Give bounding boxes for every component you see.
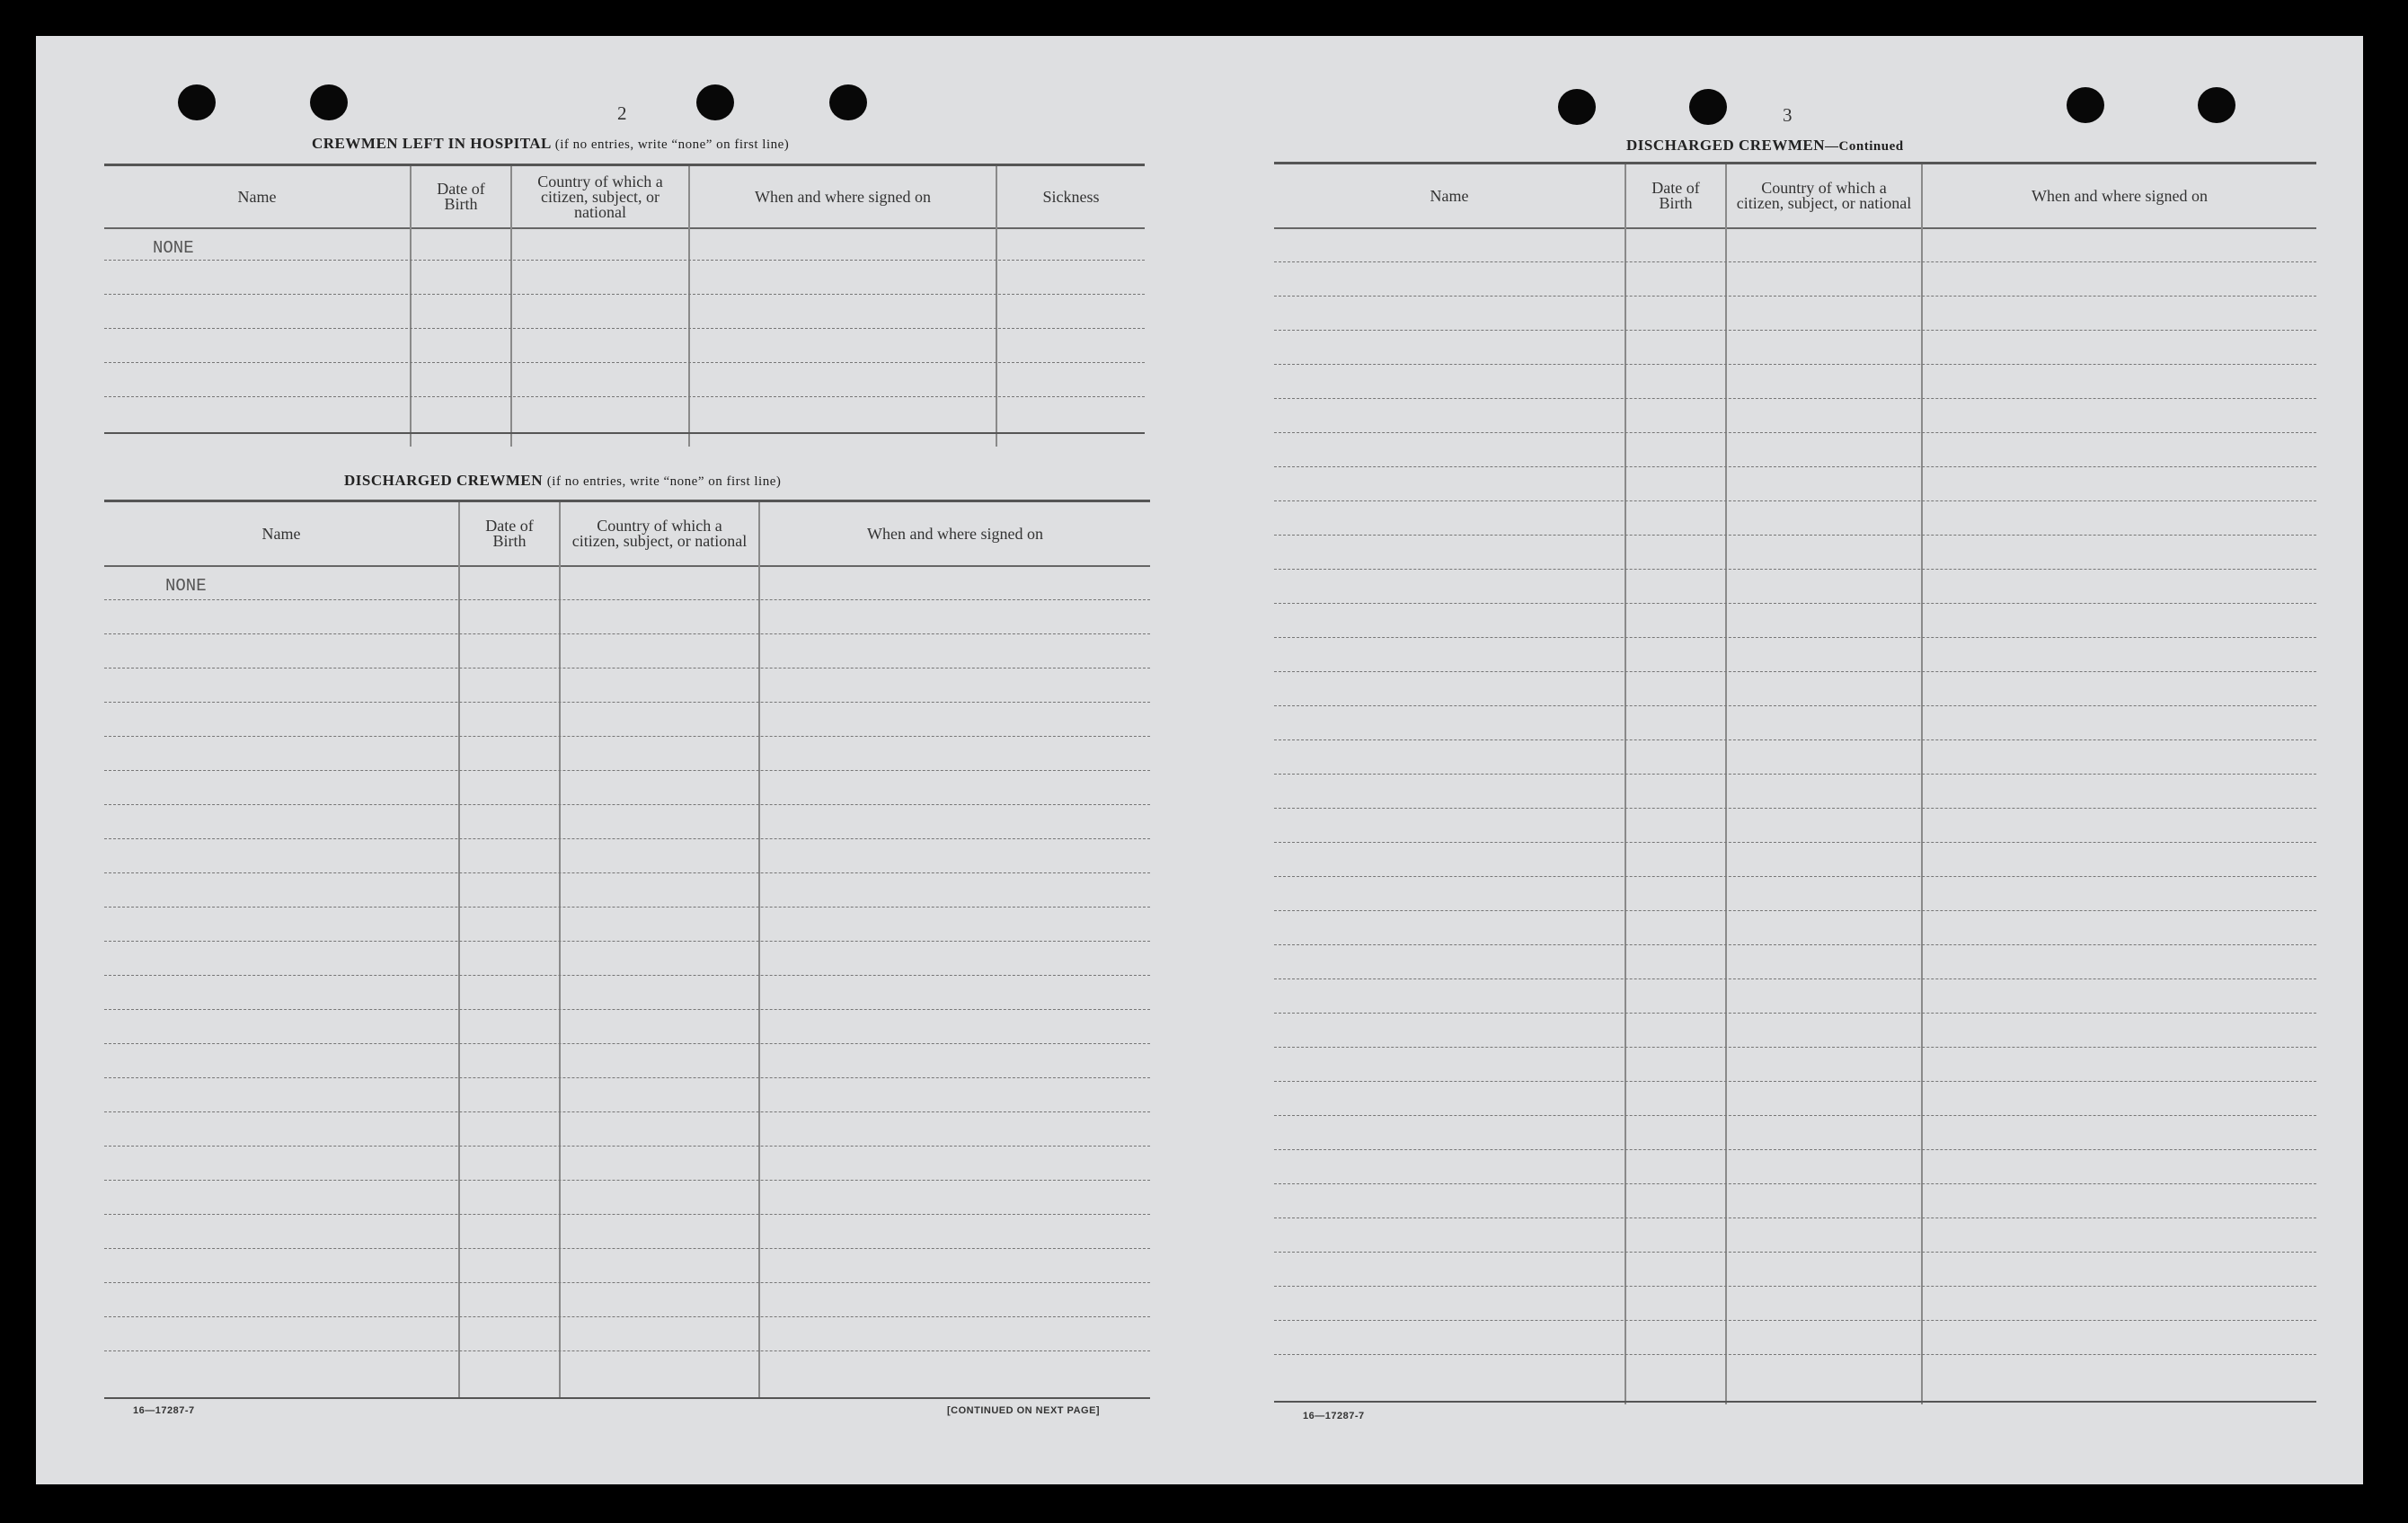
continued-note: [CONTINUED ON NEXT PAGE] — [947, 1405, 1101, 1416]
punch-hole — [1689, 89, 1727, 125]
hospital-table — [104, 164, 1145, 447]
punch-hole — [310, 84, 348, 120]
form-number: 16—17287-7 — [1303, 1411, 1365, 1421]
form-number: 16—17287-7 — [133, 1405, 195, 1416]
page-number: 3 — [1783, 104, 1793, 126]
column-header-date-of-birth: Date of Birth — [485, 517, 534, 550]
column-header-signed-on: When and where signed on — [755, 187, 931, 206]
punch-hole — [1558, 89, 1596, 125]
column-header-name: Name — [1430, 186, 1469, 205]
hospital-section-title: CREWMEN LEFT IN HOSPITAL (if no entries, write “none” on first line) — [312, 135, 790, 152]
discharged-continued-title: DISCHARGED CREWMEN—Continued — [1626, 137, 1904, 154]
column-header-country: Country of which a citizen, subject, or national — [1736, 179, 1912, 212]
punch-hole — [2067, 87, 2104, 123]
punch-hole — [178, 84, 216, 120]
discharged-continued-table — [1274, 162, 2316, 1404]
punch-hole — [696, 84, 734, 120]
page-number: 2 — [617, 102, 627, 124]
hospital-entry-none: NONE — [153, 238, 194, 258]
column-header-name: Name — [261, 524, 301, 543]
column-header-country: Country of which a citizen, subject, or national — [571, 517, 748, 550]
column-header-sickness: Sickness — [1042, 187, 1100, 206]
punch-hole — [2198, 87, 2235, 123]
punch-hole — [829, 84, 867, 120]
column-header-country: Country of which a citizen, subject, or national — [537, 172, 663, 221]
column-header-signed-on: When and where signed on — [2032, 186, 2208, 205]
discharged-table — [104, 500, 1150, 1399]
form-sheet — [36, 36, 2363, 1484]
column-header-signed-on: When and where signed on — [867, 524, 1043, 543]
column-header-date-of-birth: Date of Birth — [1651, 179, 1700, 212]
discharged-entry-none: NONE — [165, 576, 207, 596]
column-header-name: Name — [237, 187, 277, 206]
column-header-date-of-birth: Date of Birth — [437, 180, 485, 213]
discharged-section-title: DISCHARGED CREWMEN (if no entries, write “none” on first line) — [344, 472, 782, 489]
